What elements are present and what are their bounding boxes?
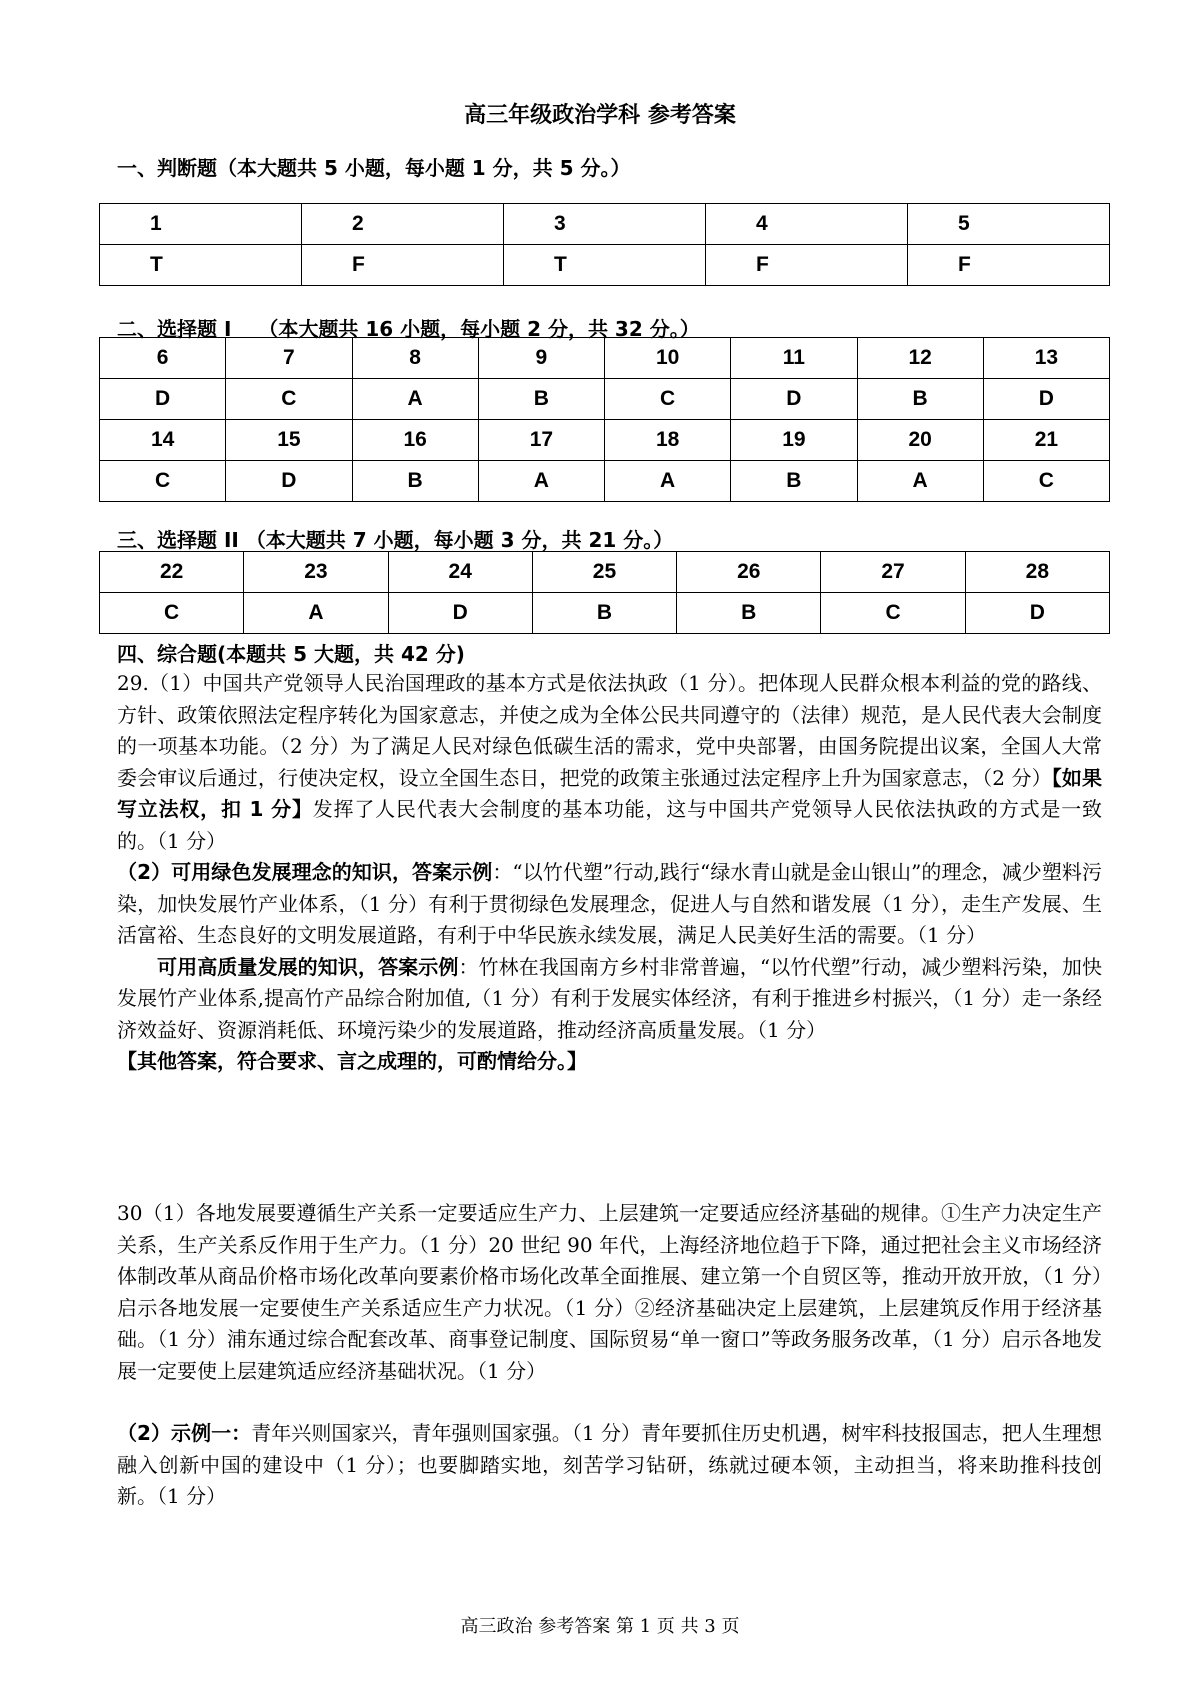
answer-cell: A bbox=[352, 379, 478, 420]
question-number: 1 bbox=[100, 204, 302, 245]
answer-cell: D bbox=[983, 379, 1109, 420]
section-2-heading: 二、选择题 I （本大题共 16 小题，每小题 2 分，共 32 分。） bbox=[117, 317, 700, 341]
question-number: 25 bbox=[532, 552, 676, 593]
choice-1-answer-table bbox=[99, 337, 1110, 502]
question-29-answer bbox=[117, 668, 1102, 1078]
answer-cell: D bbox=[226, 461, 352, 502]
answer-cell: B bbox=[677, 593, 821, 634]
page-title: 高三年级政治学科 参考答案 bbox=[464, 103, 736, 128]
question-number: 27 bbox=[821, 552, 965, 593]
answer-cell: C bbox=[983, 461, 1109, 502]
table-row bbox=[100, 552, 1110, 593]
table-row bbox=[100, 338, 1110, 379]
q29-part2-heading: （2）可用绿色发展理念的知识，答案示例 bbox=[117, 860, 493, 884]
q29-part2-alt-heading: 可用高质量发展的知识，答案示例 bbox=[157, 954, 459, 979]
answer-cell: A bbox=[244, 593, 388, 634]
table-row bbox=[100, 420, 1110, 461]
answer-cell: T bbox=[100, 245, 302, 286]
question-number: 24 bbox=[388, 552, 532, 593]
q29-deduction-note: 【如果写立法权，扣 1 分】 bbox=[117, 765, 1102, 821]
answer-cell: A bbox=[478, 461, 604, 502]
question-number: 6 bbox=[100, 338, 226, 379]
answer-cell: F bbox=[706, 245, 908, 286]
table-row bbox=[100, 461, 1110, 502]
section-4-heading: 四、综合题(本题共 5 大题，共 42 分) bbox=[117, 642, 465, 666]
question-number: 7 bbox=[226, 338, 352, 379]
q30-example-label: （2）示例一： bbox=[117, 1421, 252, 1445]
question-number: 11 bbox=[731, 338, 857, 379]
answer-cell: D bbox=[965, 593, 1109, 634]
q29-part2-alt-text: ：竹林在我国南方乡村非常普遍，“以竹代塑”行动，减少塑料污染，加快发展竹产业体系,提高竹产品综合附加值,（1 分）有利于发展实体经济，有利于推进乡村振兴，（1 分）走一条经济效益好、资源消耗低、环境污染少的发展道路，推动经济高质量发展。（1 分） bbox=[117, 954, 1102, 1042]
q29-part1-tail: 发挥了人民代表大会制度的基本功能，这与中国共产党领导人民依法执政的方式是一致的。（1 分） bbox=[117, 797, 1103, 853]
q29-part2-alt bbox=[117, 952, 1102, 1047]
question-number: 28 bbox=[965, 552, 1109, 593]
question-number: 3 bbox=[504, 204, 706, 245]
question-number: 4 bbox=[706, 204, 908, 245]
answer-cell: F bbox=[908, 245, 1110, 286]
question-number: 17 bbox=[478, 420, 604, 461]
answer-cell: T bbox=[504, 245, 706, 286]
answer-cell: A bbox=[605, 461, 731, 502]
question-number: 5 bbox=[908, 204, 1110, 245]
question-number: 12 bbox=[857, 338, 983, 379]
question-30-answer bbox=[117, 1198, 1102, 1513]
choice-2-answer-table bbox=[99, 551, 1110, 634]
answer-cell: B bbox=[731, 461, 857, 502]
answer-cell: B bbox=[532, 593, 676, 634]
question-number: 26 bbox=[677, 552, 821, 593]
answer-cell: D bbox=[388, 593, 532, 634]
table-row bbox=[100, 379, 1110, 420]
question-number: 8 bbox=[352, 338, 478, 379]
answer-cell: B bbox=[857, 379, 983, 420]
table-row bbox=[100, 245, 1110, 286]
answer-cell: A bbox=[857, 461, 983, 502]
question-number: 16 bbox=[352, 420, 478, 461]
q29-part1-text: 29.（1）中国共产党领导人民治国理政的基本方式是依法执政（1 分）。把体现人民群众根本利益的党的路线、方针、政策依照法定程序转化为国家意志，并使之成为全体公民共同遵守的（法律）规范，是人民代表大会制度的一项基本功能。（2 分）为了满足人民对绿色低碳生活的需求，党中央部署，由国务院提出议案，全国人大常委会审议后通过，行使决定权，设立全国生态日，把党的政策主张通过法定程序上升为国家意志，（2 分） bbox=[117, 671, 1102, 790]
question-number: 15 bbox=[226, 420, 352, 461]
judgment-answer-table bbox=[99, 203, 1110, 286]
answer-cell: C bbox=[821, 593, 965, 634]
question-number: 10 bbox=[605, 338, 731, 379]
answer-cell: D bbox=[100, 379, 226, 420]
answer-cell: F bbox=[302, 245, 504, 286]
question-number: 9 bbox=[478, 338, 604, 379]
answer-cell: C bbox=[100, 461, 226, 502]
question-number: 14 bbox=[100, 420, 226, 461]
answer-cell: B bbox=[478, 379, 604, 420]
q29-other-answers-note: 【其他答案，符合要求、言之成理的，可酌情给分。】 bbox=[117, 1049, 587, 1073]
question-number: 21 bbox=[983, 420, 1109, 461]
q29-part2 bbox=[117, 857, 1102, 952]
question-number: 20 bbox=[857, 420, 983, 461]
answer-cell: D bbox=[731, 379, 857, 420]
question-number: 19 bbox=[731, 420, 857, 461]
q30-part2 bbox=[117, 1418, 1102, 1513]
answer-cell: C bbox=[226, 379, 352, 420]
question-number: 22 bbox=[100, 552, 244, 593]
answer-cell: C bbox=[100, 593, 244, 634]
table-row bbox=[100, 593, 1110, 634]
question-number: 18 bbox=[605, 420, 731, 461]
q29-part1 bbox=[117, 668, 1102, 857]
table-row bbox=[100, 204, 1110, 245]
answer-cell: C bbox=[605, 379, 731, 420]
q30-part1: 30（1）各地发展要遵循生产关系一定要适应生产力、上层建筑一定要适应经济基础的规律。①生产力决定生产关系，生产关系反作用于生产力。（1 分）20 世纪 90 年代，上海经济地位趋于下降，通过把社会主义市场经济体制改革从商品价格市场化改革向要素价格市场化改革全面推展、建立第一个自贸区等，推动开放开放，（1 分）启示各地发展一定要使生产关系适应生产力状况。（1 分）②经济基础决定上层建筑，上层建筑反作用于经济基础。（1 分）浦东通过综合配套改革、商事登记制度、国际贸易“单一窗口”等政务服务改革，（1 分）启示各地发展一定要使上层建筑适应经济基础状况。（1 分） bbox=[117, 1201, 1102, 1383]
q29-part2-text: ：“以竹代塑”行动,践行“绿水青山就是金山银山”的理念，减少塑料污染，加快发展竹产业体系，（1 分）有利于贯彻绿色发展理念，促进人与自然和谐发展（1 分），走生产发展、生活富裕、生态良好的文明发展道路，有利于中华民族永续发展，满足人民美好生活的需要。（1 分） bbox=[117, 860, 1102, 947]
q30-part2-text: 青年兴则国家兴，青年强则国家强。（1 分）青年要抓住历史机遇，树牢科技报国志，把人生理想融入创新中国的建设中（1 分）；也要脚踏实地，刻苦学习钻研，练就过硬本领，主动担当，将来助推科技创新。（1 分） bbox=[117, 1421, 1102, 1508]
question-number: 23 bbox=[244, 552, 388, 593]
page-footer: 高三政治 参考答案 第 1 页 共 3 页 bbox=[460, 1616, 740, 1637]
answer-cell: B bbox=[352, 461, 478, 502]
question-number: 13 bbox=[983, 338, 1109, 379]
question-number: 2 bbox=[302, 204, 504, 245]
section-3-heading: 三、选择题 II （本大题共 7 小题，每小题 3 分，共 21 分。） bbox=[117, 528, 674, 552]
section-1-heading: 一、判断题（本大题共 5 小题，每小题 1 分，共 5 分。） bbox=[117, 156, 631, 180]
